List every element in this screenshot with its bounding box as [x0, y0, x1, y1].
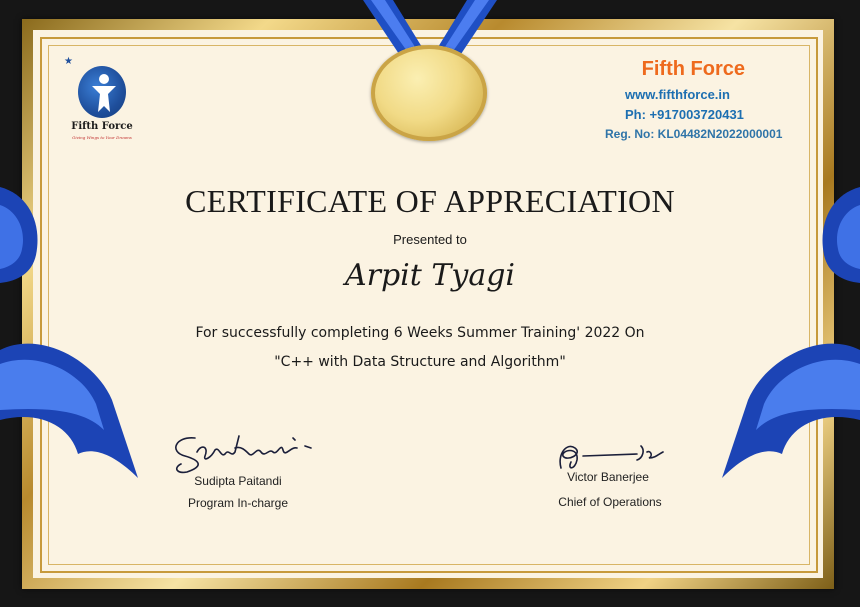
signatory-1-name: Sudipta Paitandi — [194, 474, 282, 488]
signatory-2-role: Chief of Operations — [558, 495, 662, 509]
signature-2-image — [553, 440, 673, 474]
logo-tagline: Giving Wings to Your Dreams — [72, 135, 132, 140]
description-line-2: "C++ with Data Structure and Algorithm" — [274, 354, 566, 370]
person-icon — [78, 66, 126, 118]
signature-1-image — [165, 428, 315, 476]
ribbon-right-lower — [720, 330, 860, 480]
company-phone: Ph: +917003720431 — [625, 107, 744, 122]
certificate-title: CERTIFICATE OF APPRECIATION — [185, 183, 675, 219]
star-icon: ★ — [64, 56, 73, 67]
company-website[interactable]: www.fifthforce.in — [625, 87, 730, 102]
signatory-1-role: Program In-charge — [187, 496, 289, 510]
signatory-2-name: Victor Banerjee — [567, 470, 649, 484]
logo-text: Fifth Force — [71, 121, 133, 132]
presented-to-label: Presented to — [393, 232, 467, 247]
gold-medal — [371, 45, 487, 141]
recipient-name: Arpit Tyagi — [344, 258, 516, 293]
company-name: Fifth Force — [641, 58, 745, 80]
company-registration: Reg. No: KL04482N2022000001 — [605, 127, 783, 141]
description-line-1: For successfully completing 6 Weeks Summer Training' 2022 On — [195, 325, 645, 341]
ribbon-left-lower — [0, 330, 140, 480]
fifth-force-logo — [78, 66, 126, 118]
